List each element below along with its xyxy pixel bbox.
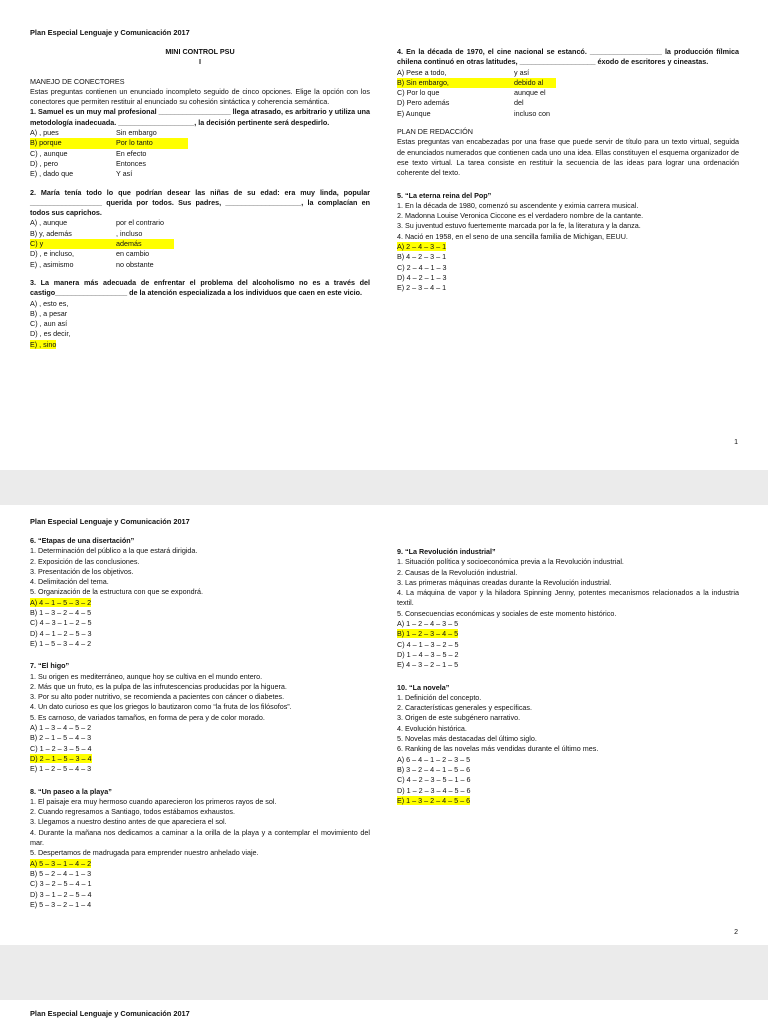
left-column bbox=[30, 47, 370, 350]
answer-option bbox=[30, 239, 370, 249]
option-connector-1: E) Aunque bbox=[397, 108, 431, 118]
question-title: 7. “El higo” bbox=[30, 661, 70, 671]
option-connector-1: B) porque bbox=[30, 138, 116, 148]
answer-option bbox=[30, 128, 370, 138]
answer-option: C) 1 – 2 – 3 – 5 – 4 bbox=[30, 743, 92, 753]
answer-option bbox=[30, 229, 370, 239]
statement: 4. Un dato curioso es que los griegos lo bautizaron como “la fruta de los filósofos”. bbox=[30, 702, 292, 712]
answer-option bbox=[397, 68, 739, 78]
page-header: Plan Especial Lenguaje y Comunicación 2017 bbox=[30, 1009, 190, 1018]
statement: 3. Su juventud estuvo fuertemente marcada por la fe, la literatura y la danza. bbox=[397, 221, 641, 231]
answer-option: E) 5 – 3 – 2 – 1 – 4 bbox=[30, 899, 92, 909]
left-column bbox=[30, 536, 370, 910]
section-title: PLAN DE REDACCIÓN bbox=[397, 127, 473, 137]
section-intro: Estas preguntas contienen un enunciado incompleto seguido de cinco opciones. Elige la opción con los conectores que permiten restituir al enunciado su cohesión sintáctica y coherencia semántica. bbox=[30, 86, 370, 107]
page-header: Plan Especial Lenguaje y Comunicación 2017 bbox=[30, 517, 190, 526]
statement: 3. Presentación de los objetivos. bbox=[30, 566, 134, 576]
statement: 1. Situación política y socioeconómica previa a la Revolución industrial. bbox=[397, 557, 624, 567]
option-connector-2: aunque el bbox=[514, 88, 546, 98]
answer-option bbox=[30, 218, 370, 228]
option-connector-2: debido al bbox=[514, 78, 556, 88]
right-column bbox=[397, 47, 739, 294]
answer-option: B) 3 – 2 – 4 – 1 – 5 – 6 bbox=[397, 764, 471, 774]
answer-option: D) 4 – 1 – 2 – 5 – 3 bbox=[30, 628, 92, 638]
statement: 4. Nació en 1958, en el seno de una sencilla familia de Michigan, EEUU. bbox=[397, 231, 628, 241]
answer-option: A) 1 – 2 – 4 – 3 – 5 bbox=[397, 619, 459, 629]
statement: 3. Las primeras máquinas creadas durante la Revolución industrial. bbox=[397, 577, 612, 587]
answer-option: B) , a pesar bbox=[30, 308, 68, 318]
statement: 1. Determinación del público a la que estará dirigida. bbox=[30, 546, 198, 556]
option-connector-2: además bbox=[116, 239, 174, 249]
answer-option: A) 6 – 4 – 1 – 2 – 3 – 5 bbox=[397, 754, 471, 764]
question-title: 5. “La eterna reina del Pop” bbox=[397, 190, 492, 200]
statement: 6. Ranking de las novelas más vendidas durante el último mes. bbox=[397, 744, 599, 754]
page-number: 2 bbox=[734, 929, 738, 936]
answer-option: D) 2 – 1 – 5 – 3 – 4 bbox=[30, 753, 92, 763]
option-connector-2: en cambio bbox=[116, 249, 150, 259]
statement: 5. Despertamos de madrugada para emprender nuestro anhelado viaje. bbox=[30, 848, 259, 858]
option-connector-1: A) , aunque bbox=[30, 218, 68, 228]
answer-option: D) 4 – 2 – 1 – 3 bbox=[397, 272, 447, 282]
option-connector-1: C) Por lo que bbox=[397, 88, 440, 98]
option-connector-2: , incluso bbox=[116, 228, 143, 238]
answer-option bbox=[30, 149, 370, 159]
statement: 5. Consecuencias económicas y sociales de este momento histórico. bbox=[397, 608, 617, 618]
answer-options bbox=[30, 299, 370, 350]
statement: 1. Definición del concepto. bbox=[397, 692, 482, 702]
answer-option: C) 4 – 2 – 3 – 5 – 1 – 6 bbox=[397, 775, 471, 785]
answer-option: A) 2 – 4 – 3 – 1 bbox=[397, 242, 447, 252]
option-connector-2: Por lo tanto bbox=[116, 138, 188, 148]
question-title: 10. “La novela” bbox=[397, 682, 450, 692]
option-connector-2: no obstante bbox=[116, 259, 154, 269]
page-1 bbox=[0, 0, 768, 470]
answer-option: D) 3 – 1 – 2 – 5 – 4 bbox=[30, 889, 92, 899]
answer-option bbox=[30, 159, 370, 169]
answer-option bbox=[397, 109, 739, 119]
page-number: 1 bbox=[734, 439, 738, 446]
option-connector-2: del bbox=[514, 98, 524, 108]
page-2 bbox=[0, 505, 768, 945]
option-connector-2: Sin embargo bbox=[116, 128, 157, 138]
statement: 2. Exposición de las conclusiones. bbox=[30, 556, 140, 566]
statement: 1. Su origen es mediterráneo, aunque hoy se cultiva en el mundo entero. bbox=[30, 671, 263, 681]
section-intro: Estas preguntas van encabezadas por una frase que puede servir de título para un texto virtual, seguida de enunciados numerados que contienen cada uno una idea. Ellas constituyen el esquema organizador de ese texto virtual. La tarea consiste en restituir la secuencia de las ideas para lograr una ordenación coherente del texto. bbox=[397, 137, 739, 178]
answer-option bbox=[397, 78, 739, 88]
statement: 2. Causas de la Revolución industrial. bbox=[397, 567, 518, 577]
statement: 3. Por su alto poder nutritivo, se recomienda a pacientes con cáncer o diabetes. bbox=[30, 692, 285, 702]
statement: 3. Llegamos a nuestro destino antes de que apareciera el sol. bbox=[30, 817, 227, 827]
answer-option: B) 5 – 2 – 4 – 1 – 3 bbox=[30, 868, 92, 878]
answer-options bbox=[30, 218, 370, 269]
option-connector-1: A) Pese a todo, bbox=[397, 67, 447, 77]
statement: 5. Novelas más destacadas del último siglo. bbox=[397, 734, 537, 744]
answer-option: C) 4 – 3 – 1 – 2 – 5 bbox=[30, 618, 92, 628]
option-connector-1: D) Pero además bbox=[397, 98, 450, 108]
question-title: 8. “Un paseo a la playa” bbox=[30, 786, 112, 796]
option-connector-1: A) , pues bbox=[30, 128, 59, 138]
answer-option: E) 1 – 3 – 2 – 4 – 5 – 6 bbox=[397, 795, 471, 805]
answer-option bbox=[30, 169, 370, 179]
question-title: 6. “Etapas de una disertación” bbox=[30, 536, 135, 545]
right-column bbox=[397, 547, 739, 806]
page-header: Plan Especial Lenguaje y Comunicación 2017 bbox=[30, 28, 190, 37]
option-connector-1: D) , pero bbox=[30, 158, 58, 168]
option-connector-2: Y así bbox=[116, 169, 133, 179]
answer-option: C) 4 – 1 – 3 – 2 – 5 bbox=[397, 639, 459, 649]
statement: 1. En la década de 1980, comenzó su ascendente y eximia carrera musical. bbox=[397, 200, 639, 210]
answer-option: E) 1 – 2 – 5 – 4 – 3 bbox=[30, 764, 92, 774]
answer-option: C) , aun así bbox=[30, 319, 68, 329]
answer-option: A) , esto es, bbox=[30, 298, 69, 308]
question-stem: 1. Samuel es un muy mal profesional __________________ llega atrasado, es arbitrario y utiliza una metodología inadecuada. ___________________, la decisión pertinente será despedirlo. bbox=[30, 107, 370, 127]
answer-option: A) 1 – 3 – 4 – 5 – 2 bbox=[30, 723, 92, 733]
option-connector-2: En efecto bbox=[116, 148, 147, 158]
answer-option: D) 1 – 4 – 3 – 5 – 2 bbox=[397, 649, 459, 659]
answer-options bbox=[397, 68, 739, 119]
answer-option bbox=[397, 98, 739, 108]
statement: 4. La máquina de vapor y la hiladora Spinning Jenny, potentes mecanismos relacionados a la industria textil. bbox=[397, 588, 739, 608]
answer-option: A) 4 – 1 – 5 – 3 – 2 bbox=[30, 597, 92, 607]
answer-option: A) 5 – 3 – 1 – 4 – 2 bbox=[30, 858, 92, 868]
answer-options bbox=[30, 128, 370, 179]
question-stem: 2. María tenía todo lo que podrían desear las niñas de su edad: era muy linda, popular __________________ querida por todos. Sus padres, ___________________, la complacían en todos sus caprichos. bbox=[30, 187, 370, 218]
option-connector-1: D) , e incluso, bbox=[30, 249, 74, 259]
statement: 2. Más que un fruto, es la pulpa de las infrutescencias producidas por la higuera. bbox=[30, 681, 287, 691]
option-connector-1: C) y bbox=[30, 239, 116, 249]
option-connector-2: Entonces bbox=[116, 158, 146, 168]
option-connector-1: B) y, además bbox=[30, 228, 72, 238]
answer-option: C) 3 – 2 – 5 – 4 – 1 bbox=[30, 879, 92, 889]
page-gap bbox=[0, 470, 768, 505]
option-connector-1: E) , asimismo bbox=[30, 259, 74, 269]
answer-option: B) 1 – 3 – 2 – 4 – 5 bbox=[30, 608, 92, 618]
answer-option: E) , sino bbox=[30, 339, 57, 349]
page-title: MINI CONTROL PSU bbox=[165, 47, 235, 56]
answer-option: D) , es decir, bbox=[30, 329, 71, 339]
statement: 2. Madonna Louise Veronica Ciccone es el verdadero nombre de la cantante. bbox=[397, 211, 644, 221]
page-gap bbox=[0, 945, 768, 1000]
answer-option bbox=[397, 88, 739, 98]
option-connector-2: y así bbox=[514, 67, 530, 77]
question-stem: 3. La manera más adecuada de enfrentar el problema del alcoholismo no es a través del castigo__________________ de la atención especializada a los individuos que caen en este vicio. bbox=[30, 277, 370, 298]
statement: 4. Durante la mañana nos dedicamos a caminar a la orilla de la playa y a contemplar el movimiento del mar. bbox=[30, 827, 370, 848]
statement: 5. Es carnoso, de variados tamaños, en forma de pera y de color morado. bbox=[30, 712, 265, 722]
option-connector-1: B) Sin embargo, bbox=[397, 78, 514, 88]
statement: 1. El paisaje era muy hermoso cuando aparecieron los primeros rayos de sol. bbox=[30, 796, 277, 806]
statement: 3. Origen de este subgénero narrativo. bbox=[397, 713, 521, 723]
option-connector-1: C) , aunque bbox=[30, 148, 68, 158]
answer-option: C) 2 – 4 – 1 – 3 bbox=[397, 262, 447, 272]
answer-option bbox=[30, 138, 370, 148]
question-stem: 4. En la década de 1970, el cine nacional se estancó. __________________ la producción fílmica chilena continuó en otras latitudes, ___________________ éxodo de escritores y cineastas. bbox=[397, 47, 739, 67]
option-connector-2: incluso con bbox=[514, 108, 550, 118]
statement: 2. Cuando regresamos a Santiago, todos estábamos exhaustos. bbox=[30, 807, 235, 817]
question-title: 9. “La Revolución industrial” bbox=[397, 547, 496, 556]
answer-option: B) 2 – 1 – 5 – 4 – 3 bbox=[30, 733, 92, 743]
statement: 4. Evolución histórica. bbox=[397, 723, 467, 733]
statement: 4. Delimitación del tema. bbox=[30, 577, 109, 587]
answer-option bbox=[30, 249, 370, 259]
answer-option: E) 2 – 3 – 4 – 1 bbox=[397, 283, 447, 293]
option-connector-2: por el contrario bbox=[116, 218, 164, 228]
answer-option bbox=[30, 260, 370, 270]
answer-option: E) 4 – 3 – 2 – 1 – 5 bbox=[397, 660, 459, 670]
answer-option: D) 1 – 2 – 3 – 4 – 5 – 6 bbox=[397, 785, 471, 795]
answer-option: E) 1 – 5 – 3 – 4 – 2 bbox=[30, 638, 92, 648]
answer-option: B) 1 – 2 – 3 – 4 – 5 bbox=[397, 629, 459, 639]
statement: 5. Organización de la estructura con que se expondrá. bbox=[30, 587, 204, 597]
section-title: MANEJO DE CONECTORES bbox=[30, 76, 125, 86]
answer-option: B) 4 – 2 – 3 – 1 bbox=[397, 252, 447, 262]
page-subtitle: I bbox=[199, 57, 201, 67]
option-connector-1: E) , dado que bbox=[30, 169, 74, 179]
page-3 bbox=[0, 1000, 768, 1024]
statement: 2. Características generales y específicas. bbox=[397, 703, 533, 713]
